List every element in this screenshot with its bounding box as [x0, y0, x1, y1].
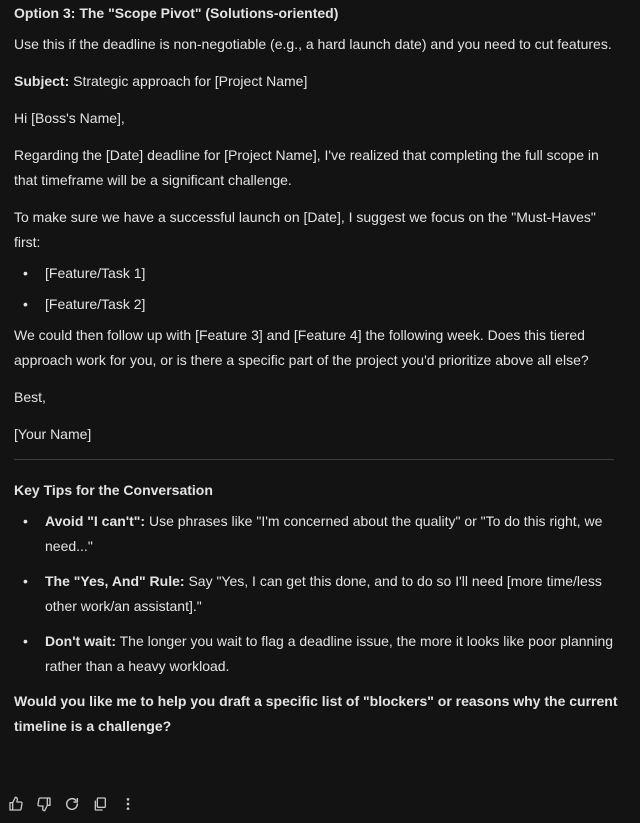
email-greeting: Hi [Boss's Name],: [14, 110, 125, 126]
thumbs-down-icon: [36, 796, 52, 812]
good-response-button[interactable]: [6, 794, 26, 814]
more-options-icon: [120, 796, 136, 812]
tips-heading: Key Tips for the Conversation: [14, 482, 213, 498]
subject-text: Strategic approach for [Project Name]: [69, 73, 308, 89]
email-signoff: Best,: [14, 389, 46, 405]
email-paragraph-2: To make sure we have a successful launch on [Date], I suggest we focus on the "Must-Haves" first:: [14, 209, 596, 250]
bad-response-button[interactable]: [34, 794, 54, 814]
tip-label: The "Yes, And" Rule:: [45, 573, 185, 589]
regenerate-button[interactable]: [62, 794, 82, 814]
feature-list: [14, 261, 622, 317]
followup-question: Would you like me to help you draft a specific list of "blockers" or reasons why the current timeline is a challenge?: [14, 693, 618, 734]
response-actions: [6, 794, 138, 814]
email-subject: [14, 69, 622, 94]
list-item: [14, 509, 622, 559]
thumbs-up-icon: [8, 796, 24, 812]
list-item: • [Feature/Task 2]: [14, 292, 622, 317]
tip-text: Use phrases like "I'm concerned about the quality" or "To do this right, we need...": [45, 513, 603, 554]
tips-list: [14, 509, 622, 679]
copy-icon: [92, 796, 108, 812]
list-item: • [Feature/Task 1]: [14, 261, 622, 286]
regenerate-icon: [64, 796, 80, 812]
more-options-button[interactable]: [118, 794, 138, 814]
subject-label: Subject:: [14, 73, 70, 89]
divider: [14, 459, 614, 460]
copy-button[interactable]: [90, 794, 110, 814]
option-title: Option 3: The "Scope Pivot" (Solutions-oriented): [14, 5, 339, 21]
response-content: [14, 1, 622, 739]
tip-text: The longer you wait to flag a deadline issue, the more it looks like poor planning rather than a heavy workload.: [45, 633, 614, 674]
tip-text: Say "Yes, I can get this done, and to do so I'll need [more time/less other work/an assistant].": [45, 573, 602, 614]
email-paragraph-3: We could then follow up with [Feature 3] and [Feature 4] the following week. Does this tiered approach work for you, or is there a specific part of the project you'd prioritize above all else?: [14, 327, 589, 368]
tip-label: Don't wait:: [45, 633, 116, 649]
list-item: [14, 629, 622, 679]
email-paragraph-1: Regarding the [Date] deadline for [Project Name], I've realized that completing the full scope in that timeframe will be a significant challenge.: [14, 147, 599, 188]
email-signature: [Your Name]: [14, 426, 92, 442]
option-intro: Use this if the deadline is non-negotiable (e.g., a hard launch date) and you need to cut features.: [14, 36, 612, 52]
list-item: [14, 569, 622, 619]
tip-label: Avoid "I can't":: [45, 513, 146, 529]
